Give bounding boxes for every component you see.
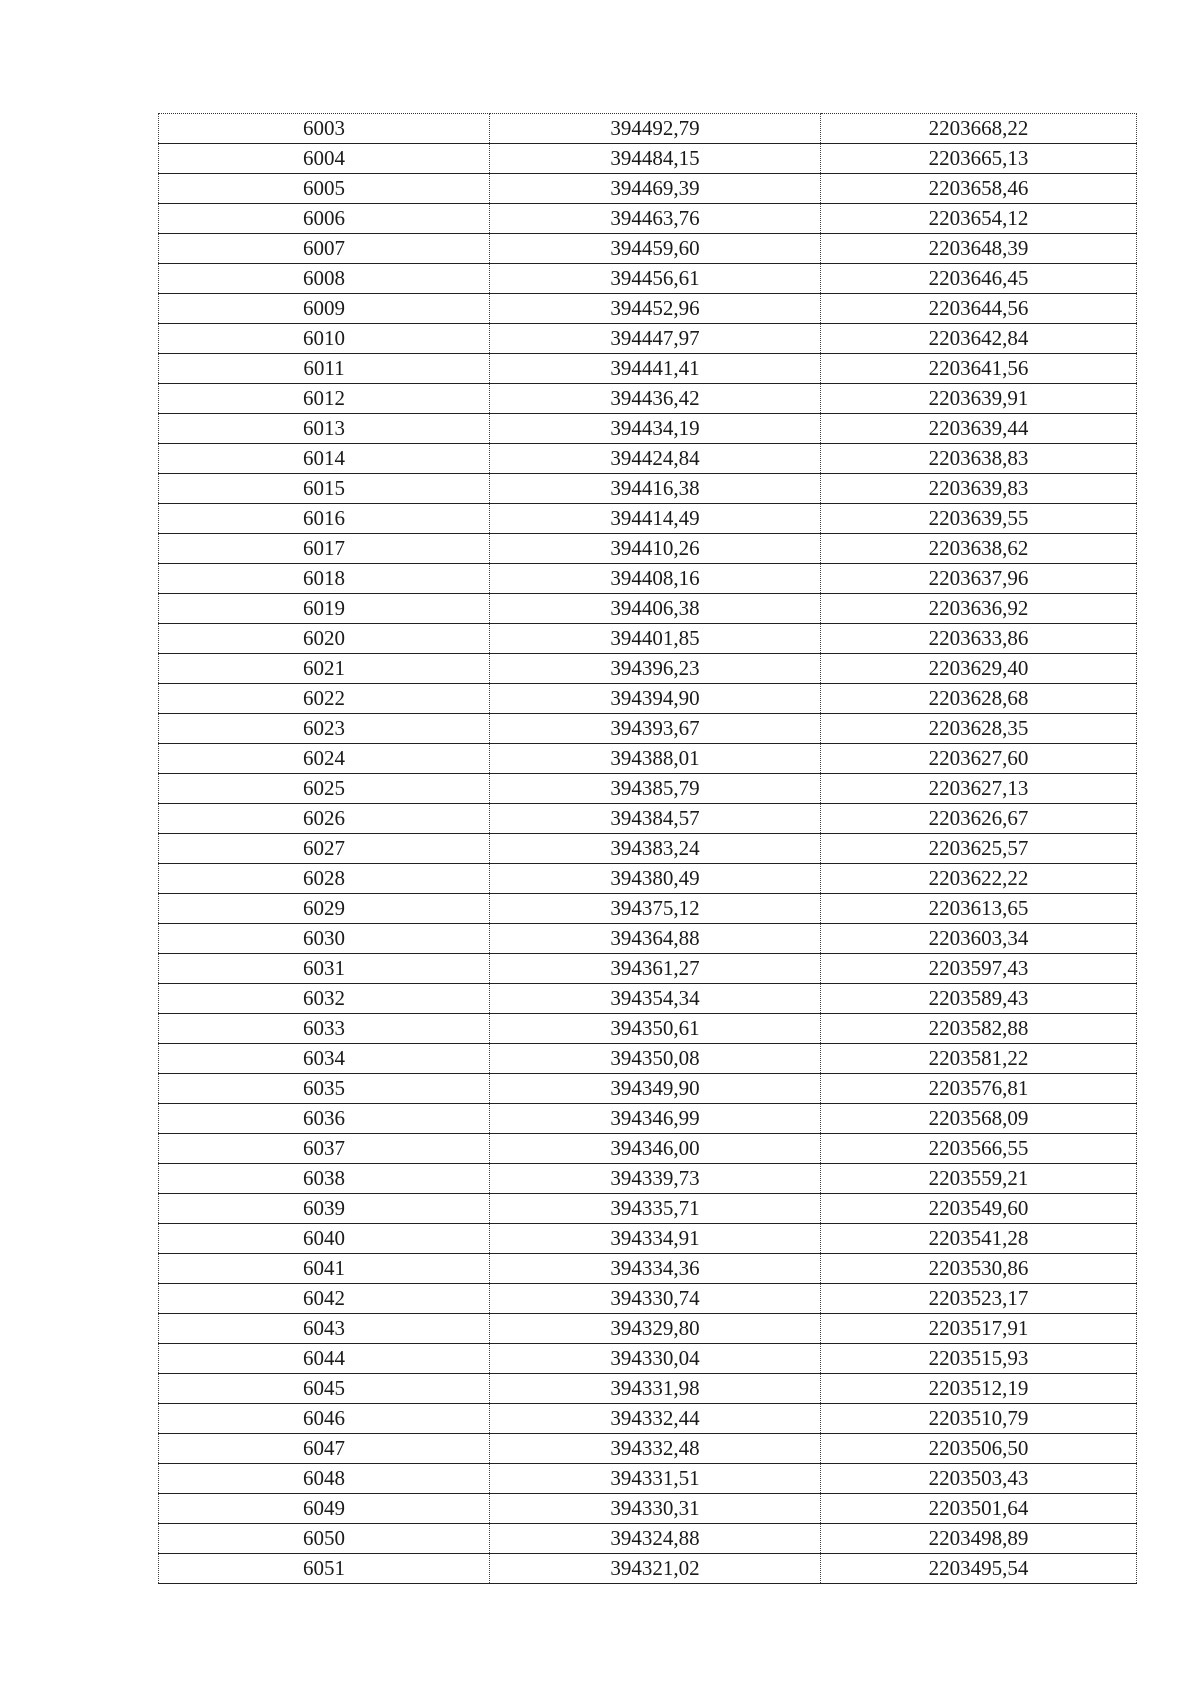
y-coordinate-cell: 2203566,55 <box>821 1134 1137 1164</box>
point-number-cell: 6009 <box>159 294 490 324</box>
table-row <box>159 654 1137 684</box>
point-number-cell: 6035 <box>159 1074 490 1104</box>
x-coordinate-cell: 394447,97 <box>490 324 821 354</box>
x-coordinate-cell: 394441,41 <box>490 354 821 384</box>
y-coordinate-cell: 2203530,86 <box>821 1254 1137 1284</box>
point-number-cell: 6049 <box>159 1494 490 1524</box>
x-coordinate-cell: 394463,76 <box>490 204 821 234</box>
point-number-cell: 6015 <box>159 474 490 504</box>
y-coordinate-cell: 2203613,65 <box>821 894 1137 924</box>
x-coordinate-cell: 394416,38 <box>490 474 821 504</box>
point-number-cell: 6025 <box>159 774 490 804</box>
table-row <box>159 1104 1137 1134</box>
x-coordinate-cell: 394324,88 <box>490 1524 821 1554</box>
x-coordinate-cell: 394434,19 <box>490 414 821 444</box>
y-coordinate-cell: 2203517,91 <box>821 1314 1137 1344</box>
y-coordinate-cell: 2203622,22 <box>821 864 1137 894</box>
table-row <box>159 984 1137 1014</box>
table-row <box>159 114 1137 144</box>
x-coordinate-cell: 394375,12 <box>490 894 821 924</box>
point-number-cell: 6028 <box>159 864 490 894</box>
x-coordinate-cell: 394408,16 <box>490 564 821 594</box>
table-row <box>159 804 1137 834</box>
y-coordinate-cell: 2203501,64 <box>821 1494 1137 1524</box>
table-row <box>159 474 1137 504</box>
x-coordinate-cell: 394354,34 <box>490 984 821 1014</box>
table-row <box>159 1494 1137 1524</box>
y-coordinate-cell: 2203628,35 <box>821 714 1137 744</box>
point-number-cell: 6045 <box>159 1374 490 1404</box>
y-coordinate-cell: 2203668,22 <box>821 114 1137 144</box>
table-row <box>159 1344 1137 1374</box>
y-coordinate-cell: 2203638,62 <box>821 534 1137 564</box>
table-row <box>159 1554 1137 1584</box>
x-coordinate-cell: 394459,60 <box>490 234 821 264</box>
x-coordinate-cell: 394321,02 <box>490 1554 821 1584</box>
y-coordinate-cell: 2203642,84 <box>821 324 1137 354</box>
x-coordinate-cell: 394414,49 <box>490 504 821 534</box>
y-coordinate-cell: 2203633,86 <box>821 624 1137 654</box>
x-coordinate-cell: 394330,74 <box>490 1284 821 1314</box>
table-row <box>159 924 1137 954</box>
point-number-cell: 6012 <box>159 384 490 414</box>
x-coordinate-cell: 394424,84 <box>490 444 821 474</box>
table-row <box>159 594 1137 624</box>
y-coordinate-cell: 2203589,43 <box>821 984 1137 1014</box>
table-row <box>159 144 1137 174</box>
y-coordinate-cell: 2203603,34 <box>821 924 1137 954</box>
point-number-cell: 6039 <box>159 1194 490 1224</box>
y-coordinate-cell: 2203639,83 <box>821 474 1137 504</box>
table-row <box>159 294 1137 324</box>
coordinates-table-body <box>159 114 1137 1584</box>
y-coordinate-cell: 2203581,22 <box>821 1044 1137 1074</box>
y-coordinate-cell: 2203627,13 <box>821 774 1137 804</box>
x-coordinate-cell: 394335,71 <box>490 1194 821 1224</box>
y-coordinate-cell: 2203646,45 <box>821 264 1137 294</box>
x-coordinate-cell: 394406,38 <box>490 594 821 624</box>
table-row <box>159 534 1137 564</box>
table-row <box>159 864 1137 894</box>
y-coordinate-cell: 2203644,56 <box>821 294 1137 324</box>
y-coordinate-cell: 2203559,21 <box>821 1164 1137 1194</box>
y-coordinate-cell: 2203639,44 <box>821 414 1137 444</box>
x-coordinate-cell: 394410,26 <box>490 534 821 564</box>
y-coordinate-cell: 2203523,17 <box>821 1284 1137 1314</box>
point-number-cell: 6044 <box>159 1344 490 1374</box>
table-row <box>159 204 1137 234</box>
x-coordinate-cell: 394452,96 <box>490 294 821 324</box>
y-coordinate-cell: 2203641,56 <box>821 354 1137 384</box>
point-number-cell: 6013 <box>159 414 490 444</box>
table-row <box>159 1374 1137 1404</box>
point-number-cell: 6042 <box>159 1284 490 1314</box>
x-coordinate-cell: 394334,91 <box>490 1224 821 1254</box>
x-coordinate-cell: 394393,67 <box>490 714 821 744</box>
point-number-cell: 6047 <box>159 1434 490 1464</box>
y-coordinate-cell: 2203638,83 <box>821 444 1137 474</box>
y-coordinate-cell: 2203628,68 <box>821 684 1137 714</box>
x-coordinate-cell: 394492,79 <box>490 114 821 144</box>
table-row <box>159 354 1137 384</box>
coordinates-table <box>158 113 1137 1584</box>
y-coordinate-cell: 2203541,28 <box>821 1224 1137 1254</box>
table-row <box>159 774 1137 804</box>
table-row <box>159 1524 1137 1554</box>
x-coordinate-cell: 394330,31 <box>490 1494 821 1524</box>
point-number-cell: 6026 <box>159 804 490 834</box>
table-row <box>159 174 1137 204</box>
table-row <box>159 1224 1137 1254</box>
x-coordinate-cell: 394332,48 <box>490 1434 821 1464</box>
y-coordinate-cell: 2203597,43 <box>821 954 1137 984</box>
table-row <box>159 564 1137 594</box>
y-coordinate-cell: 2203665,13 <box>821 144 1137 174</box>
point-number-cell: 6007 <box>159 234 490 264</box>
x-coordinate-cell: 394349,90 <box>490 1074 821 1104</box>
point-number-cell: 6018 <box>159 564 490 594</box>
point-number-cell: 6048 <box>159 1464 490 1494</box>
table-row <box>159 834 1137 864</box>
x-coordinate-cell: 394396,23 <box>490 654 821 684</box>
y-coordinate-cell: 2203637,96 <box>821 564 1137 594</box>
x-coordinate-cell: 394339,73 <box>490 1164 821 1194</box>
x-coordinate-cell: 394331,51 <box>490 1464 821 1494</box>
table-row <box>159 414 1137 444</box>
table-row <box>159 1404 1137 1434</box>
point-number-cell: 6010 <box>159 324 490 354</box>
y-coordinate-cell: 2203503,43 <box>821 1464 1137 1494</box>
table-row <box>159 324 1137 354</box>
x-coordinate-cell: 394456,61 <box>490 264 821 294</box>
y-coordinate-cell: 2203582,88 <box>821 1014 1137 1044</box>
point-number-cell: 6029 <box>159 894 490 924</box>
table-row <box>159 684 1137 714</box>
y-coordinate-cell: 2203515,93 <box>821 1344 1137 1374</box>
point-number-cell: 6031 <box>159 954 490 984</box>
y-coordinate-cell: 2203576,81 <box>821 1074 1137 1104</box>
x-coordinate-cell: 394346,99 <box>490 1104 821 1134</box>
point-number-cell: 6019 <box>159 594 490 624</box>
point-number-cell: 6037 <box>159 1134 490 1164</box>
point-number-cell: 6003 <box>159 114 490 144</box>
x-coordinate-cell: 394384,57 <box>490 804 821 834</box>
x-coordinate-cell: 394484,15 <box>490 144 821 174</box>
table-row <box>159 264 1137 294</box>
x-coordinate-cell: 394350,61 <box>490 1014 821 1044</box>
y-coordinate-cell: 2203636,92 <box>821 594 1137 624</box>
table-row <box>159 1014 1137 1044</box>
x-coordinate-cell: 394401,85 <box>490 624 821 654</box>
point-number-cell: 6006 <box>159 204 490 234</box>
y-coordinate-cell: 2203549,60 <box>821 1194 1137 1224</box>
point-number-cell: 6021 <box>159 654 490 684</box>
point-number-cell: 6041 <box>159 1254 490 1284</box>
table-row <box>159 1074 1137 1104</box>
y-coordinate-cell: 2203627,60 <box>821 744 1137 774</box>
x-coordinate-cell: 394383,24 <box>490 834 821 864</box>
x-coordinate-cell: 394330,04 <box>490 1344 821 1374</box>
table-row <box>159 1164 1137 1194</box>
x-coordinate-cell: 394361,27 <box>490 954 821 984</box>
y-coordinate-cell: 2203625,57 <box>821 834 1137 864</box>
table-row <box>159 234 1137 264</box>
point-number-cell: 6040 <box>159 1224 490 1254</box>
point-number-cell: 6027 <box>159 834 490 864</box>
x-coordinate-cell: 394394,90 <box>490 684 821 714</box>
y-coordinate-cell: 2203658,46 <box>821 174 1137 204</box>
y-coordinate-cell: 2203512,19 <box>821 1374 1137 1404</box>
table-row <box>159 1464 1137 1494</box>
y-coordinate-cell: 2203495,54 <box>821 1554 1137 1584</box>
point-number-cell: 6020 <box>159 624 490 654</box>
table-row <box>159 444 1137 474</box>
table-row <box>159 744 1137 774</box>
point-number-cell: 6017 <box>159 534 490 564</box>
x-coordinate-cell: 394469,39 <box>490 174 821 204</box>
x-coordinate-cell: 394350,08 <box>490 1044 821 1074</box>
table-row <box>159 624 1137 654</box>
y-coordinate-cell: 2203498,89 <box>821 1524 1137 1554</box>
table-row <box>159 894 1137 924</box>
y-coordinate-cell: 2203639,91 <box>821 384 1137 414</box>
point-number-cell: 6011 <box>159 354 490 384</box>
point-number-cell: 6051 <box>159 1554 490 1584</box>
table-row <box>159 1194 1137 1224</box>
point-number-cell: 6024 <box>159 744 490 774</box>
point-number-cell: 6014 <box>159 444 490 474</box>
point-number-cell: 6005 <box>159 174 490 204</box>
table-row <box>159 1314 1137 1344</box>
y-coordinate-cell: 2203506,50 <box>821 1434 1137 1464</box>
y-coordinate-cell: 2203648,39 <box>821 234 1137 264</box>
x-coordinate-cell: 394436,42 <box>490 384 821 414</box>
point-number-cell: 6043 <box>159 1314 490 1344</box>
x-coordinate-cell: 394329,80 <box>490 1314 821 1344</box>
y-coordinate-cell: 2203626,67 <box>821 804 1137 834</box>
point-number-cell: 6032 <box>159 984 490 1014</box>
table-row <box>159 1254 1137 1284</box>
y-coordinate-cell: 2203568,09 <box>821 1104 1137 1134</box>
y-coordinate-cell: 2203629,40 <box>821 654 1137 684</box>
point-number-cell: 6033 <box>159 1014 490 1044</box>
point-number-cell: 6034 <box>159 1044 490 1074</box>
point-number-cell: 6022 <box>159 684 490 714</box>
point-number-cell: 6023 <box>159 714 490 744</box>
table-row <box>159 714 1137 744</box>
point-number-cell: 6004 <box>159 144 490 174</box>
point-number-cell: 6050 <box>159 1524 490 1554</box>
y-coordinate-cell: 2203654,12 <box>821 204 1137 234</box>
x-coordinate-cell: 394364,88 <box>490 924 821 954</box>
y-coordinate-cell: 2203510,79 <box>821 1404 1137 1434</box>
x-coordinate-cell: 394331,98 <box>490 1374 821 1404</box>
table-row <box>159 1284 1137 1314</box>
table-row <box>159 1434 1137 1464</box>
x-coordinate-cell: 394346,00 <box>490 1134 821 1164</box>
x-coordinate-cell: 394388,01 <box>490 744 821 774</box>
table-row <box>159 1134 1137 1164</box>
table-row <box>159 1044 1137 1074</box>
point-number-cell: 6016 <box>159 504 490 534</box>
point-number-cell: 6046 <box>159 1404 490 1434</box>
x-coordinate-cell: 394380,49 <box>490 864 821 894</box>
point-number-cell: 6038 <box>159 1164 490 1194</box>
x-coordinate-cell: 394385,79 <box>490 774 821 804</box>
table-row <box>159 954 1137 984</box>
y-coordinate-cell: 2203639,55 <box>821 504 1137 534</box>
x-coordinate-cell: 394332,44 <box>490 1404 821 1434</box>
table-row <box>159 384 1137 414</box>
x-coordinate-cell: 394334,36 <box>490 1254 821 1284</box>
point-number-cell: 6008 <box>159 264 490 294</box>
table-row <box>159 504 1137 534</box>
point-number-cell: 6030 <box>159 924 490 954</box>
point-number-cell: 6036 <box>159 1104 490 1134</box>
